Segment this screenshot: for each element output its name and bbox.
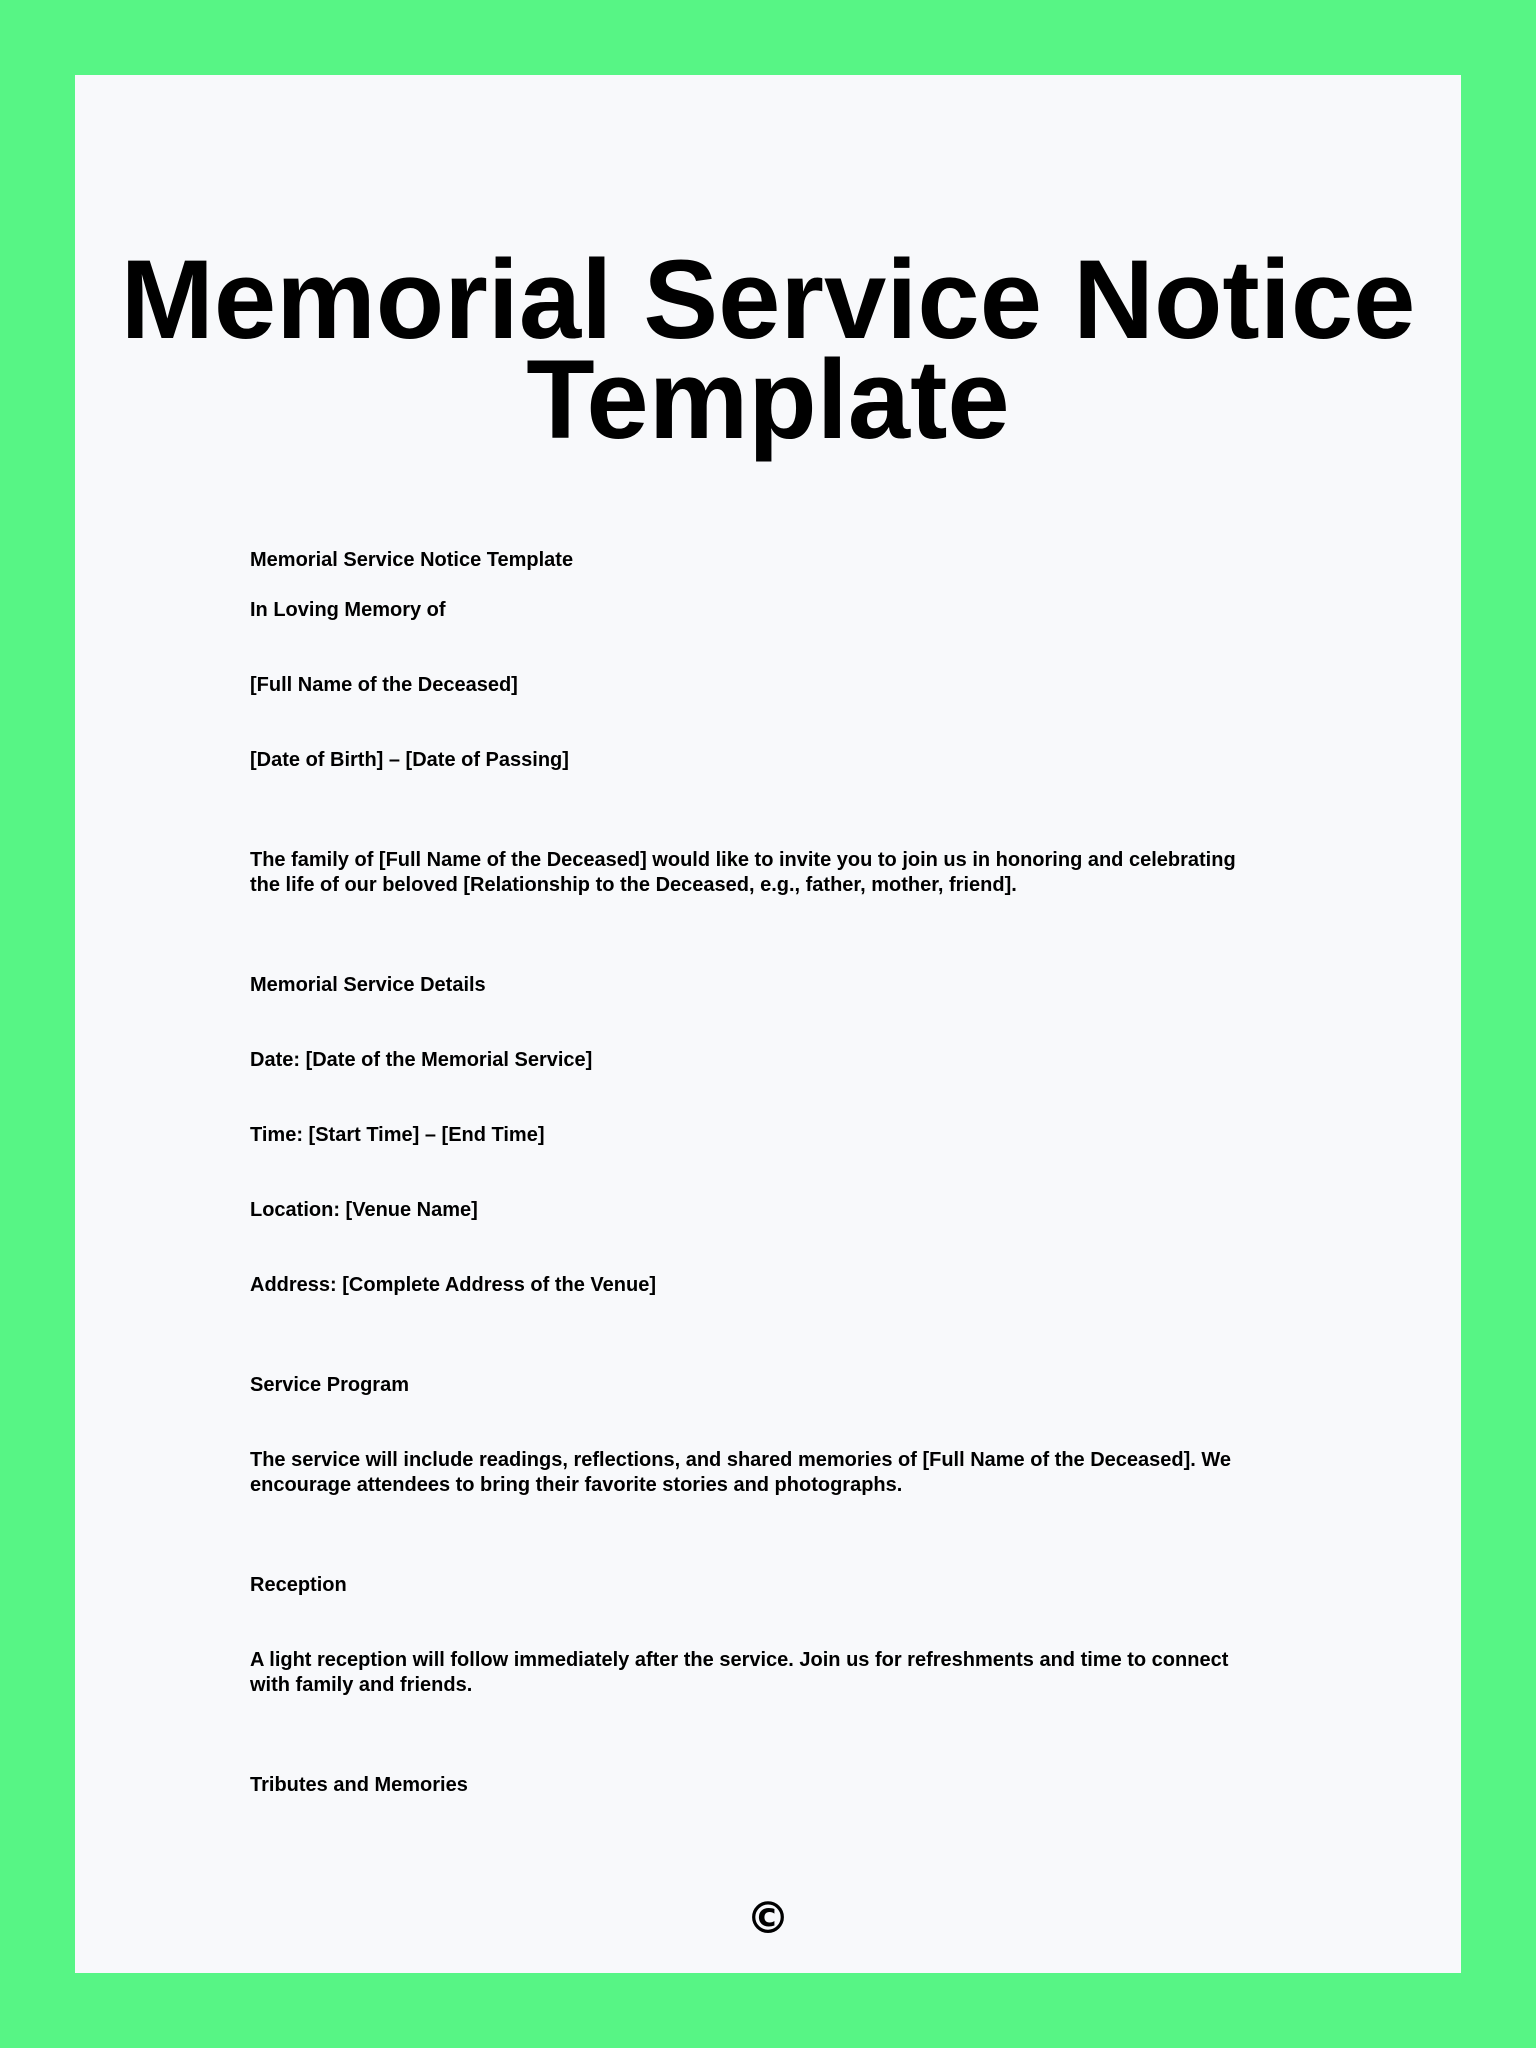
page-title: Memorial Service Notice Template: [120, 237, 1416, 462]
in-loving-memory-line: In Loving Memory of: [250, 599, 446, 621]
deceased-name-line: [Full Name of the Deceased]: [250, 674, 518, 696]
service-date-line: Date: [Date of the Memorial Service]: [250, 1049, 593, 1071]
service-time-line: Time: [Start Time] – [End Time]: [250, 1124, 545, 1146]
service-program-heading: Service Program: [250, 1374, 409, 1396]
service-details-heading: Memorial Service Details: [250, 974, 486, 996]
service-program-paragraph: The service will include readings, reflections, and shared memories of [Full Name of the Deceased]. We encourage attendees to bring their favorite stories and photographs.: [250, 1449, 1232, 1496]
service-address-line: Address: [Complete Address of the Venue]: [250, 1274, 656, 1296]
invitation-paragraph: The family of [Full Name of the Deceased] would like to invite you to join us in honoring and celebrating the life of our beloved [Relationship to the Deceased, e.g., father, mother, friend].: [250, 849, 1236, 896]
reception-paragraph: A light reception will follow immediately after the service. Join us for refreshments and time to connect with family and friends.: [250, 1649, 1229, 1696]
document-heading: Memorial Service Notice Template: [250, 549, 574, 571]
document-page: [75, 75, 1461, 1973]
dates-line: [Date of Birth] – [Date of Passing]: [250, 749, 569, 771]
copyright-icon: ©: [746, 1893, 790, 1944]
reception-heading: Reception: [250, 1574, 347, 1596]
tributes-heading: Tributes and Memories: [250, 1774, 468, 1796]
service-location-line: Location: [Venue Name]: [250, 1199, 478, 1221]
